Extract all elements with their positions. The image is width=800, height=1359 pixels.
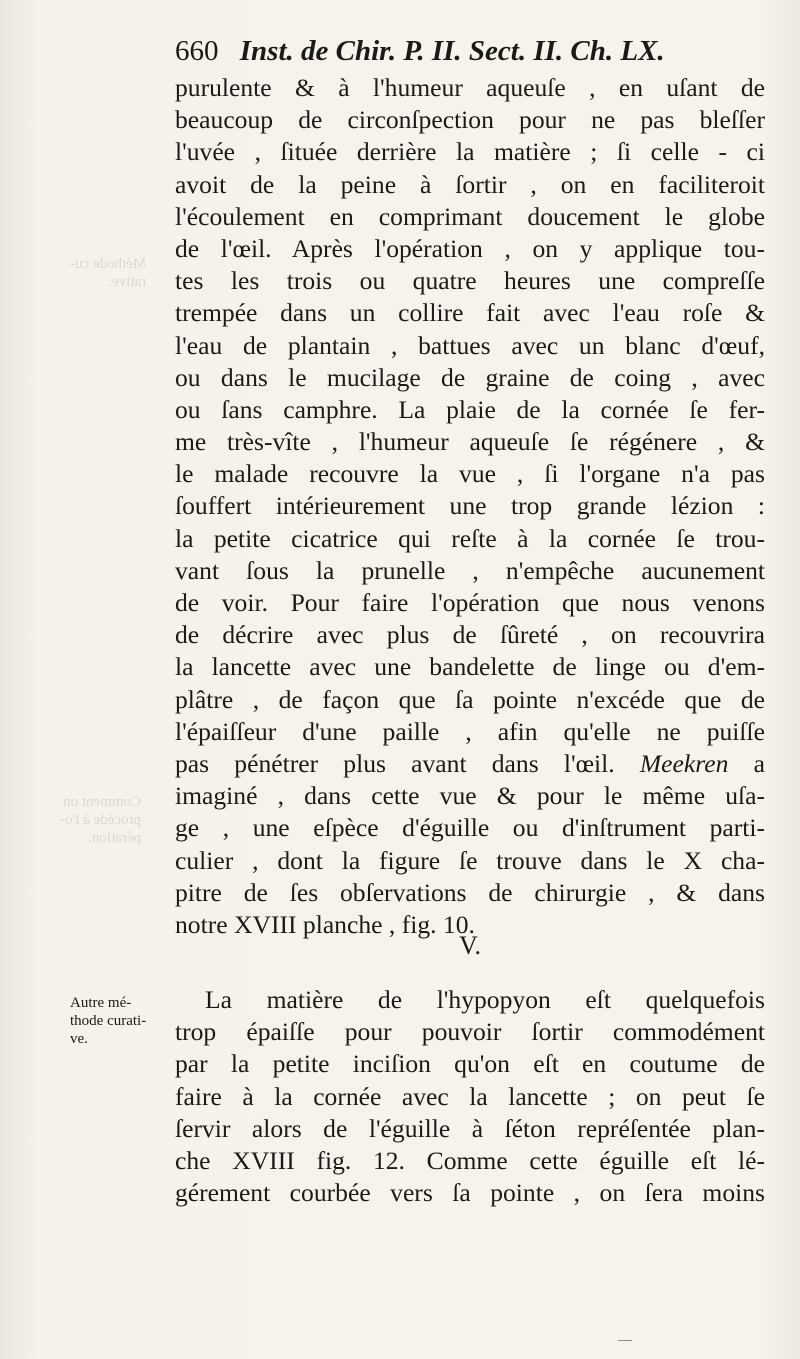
text-line-with-author (175, 748, 765, 780)
text-segment: a (753, 748, 765, 778)
text-line: l'écoulement en comprimant doucement le globe (175, 201, 765, 231)
text-line: beaucoup de circonſpection pour ne pas bleſſer (175, 105, 765, 135)
paragraph-2 (175, 984, 765, 1209)
text-line: purulente & à l'humeur aqueuſe , en uſant de (175, 73, 765, 102)
running-header (175, 28, 775, 74)
text-line: plâtre , de façon que ſa pointe n'excéde que de (175, 684, 765, 714)
bleed-through-note (70, 255, 146, 291)
text-line: pitre de ſes obſervations de chirurgie , & dans (175, 877, 765, 907)
bleed-line: pération. (88, 830, 141, 846)
text-line: par la petite inciſion qu'on eſt en coutume de (175, 1049, 765, 1079)
text-line: ſouffert intérieurement une trop grande lézion : (175, 491, 765, 521)
text-line: ge , une eſpèce d'éguille ou d'inſtrument parti- (175, 813, 765, 843)
text-line: faire à la cornée avec la lancette ; on peut ſe (175, 1081, 765, 1111)
margin-note-line: ve. (70, 1031, 88, 1047)
text-line: de décrire avec plus de ſûreté , on recouvrira (175, 620, 765, 650)
text-line: La matière de l'hypopyon eſt quelquefois (205, 985, 765, 1014)
text-line: che XVIII fig. 12. Comme cette éguille eſt lé- (175, 1145, 765, 1175)
author-name: Meekren (639, 748, 729, 778)
text-line: la petite cicatrice qui reſte à la cornée ſe trou- (175, 523, 765, 553)
bleed-line: Comment on (63, 794, 141, 810)
text-line: vant ſous la prunelle , n'empêche aucunement (175, 555, 765, 585)
text-line: me très-vîte , l'humeur aqueuſe ſe régénere , & (175, 427, 765, 457)
text-line: la lancette avec une bandelette de linge ou d'em- (175, 652, 765, 682)
margin-note-line: thode curati- (70, 1013, 147, 1029)
text-line: culier , dont la figure ſe trouve dans le X cha- (175, 845, 765, 875)
bleed-line: Méthode cu- (70, 256, 147, 272)
text-line: l'uvée , ſituée derrière la matière ; ſi celle - ci (175, 137, 765, 167)
text-line: de l'œil. Après l'opération , on y applique tou- (175, 233, 765, 263)
bleed-line: procède à l'o- (60, 812, 141, 828)
text-line: gérement courbée vers ſa pointe , on ſera moins (175, 1178, 765, 1208)
paragraph-1 (175, 72, 765, 941)
ink-speck (618, 1340, 632, 1341)
text-segment: pas pénétrer plus avant dans l'œil. (175, 748, 615, 778)
text-line: l'épaiſſeur d'une paille , afin qu'elle ne puiſſe (175, 716, 765, 746)
text-line: ou ſans camphre. La plaie de la cornée ſe fer- (175, 394, 765, 424)
text-line: ou dans le mucilage de graine de coing , avec (175, 362, 765, 392)
text-line: ſervir alors de l'éguille à ſéton repréſentée plan- (175, 1113, 765, 1143)
text-line: trop épaiſſe pour pouvoir ſortir commodément (175, 1017, 765, 1047)
text-line: notre XVIII planche , fig. 10. (175, 909, 475, 939)
text-line: tes les trois ou quatre heures une compreſſe (175, 266, 765, 296)
text-line: imaginé , dans cette vue & pour le même uſa- (175, 781, 765, 811)
text-line: avoit de la peine à ſortir , on en faciliteroit (175, 169, 765, 199)
text-line: le malade recouvre la vue , ſi l'organe n'a pas (175, 459, 765, 489)
running-title: Inst. de Chir. P. II. Sect. II. Ch. LX. (239, 35, 665, 67)
text-line: l'eau de plantain , battues avec un blanc d'œuf, (175, 330, 765, 360)
page-number: 660 (175, 35, 219, 67)
section-number: V. (459, 931, 481, 960)
text-line: de voir. Pour faire l'opération que nous venons (175, 588, 765, 617)
bleed-through-note (60, 793, 141, 847)
margin-note-line: Autre mé- (70, 995, 132, 1011)
bleed-line: rative. (108, 274, 147, 290)
text-line: trempée dans un collire fait avec l'eau roſe & (175, 298, 765, 328)
margin-note (70, 994, 180, 1048)
